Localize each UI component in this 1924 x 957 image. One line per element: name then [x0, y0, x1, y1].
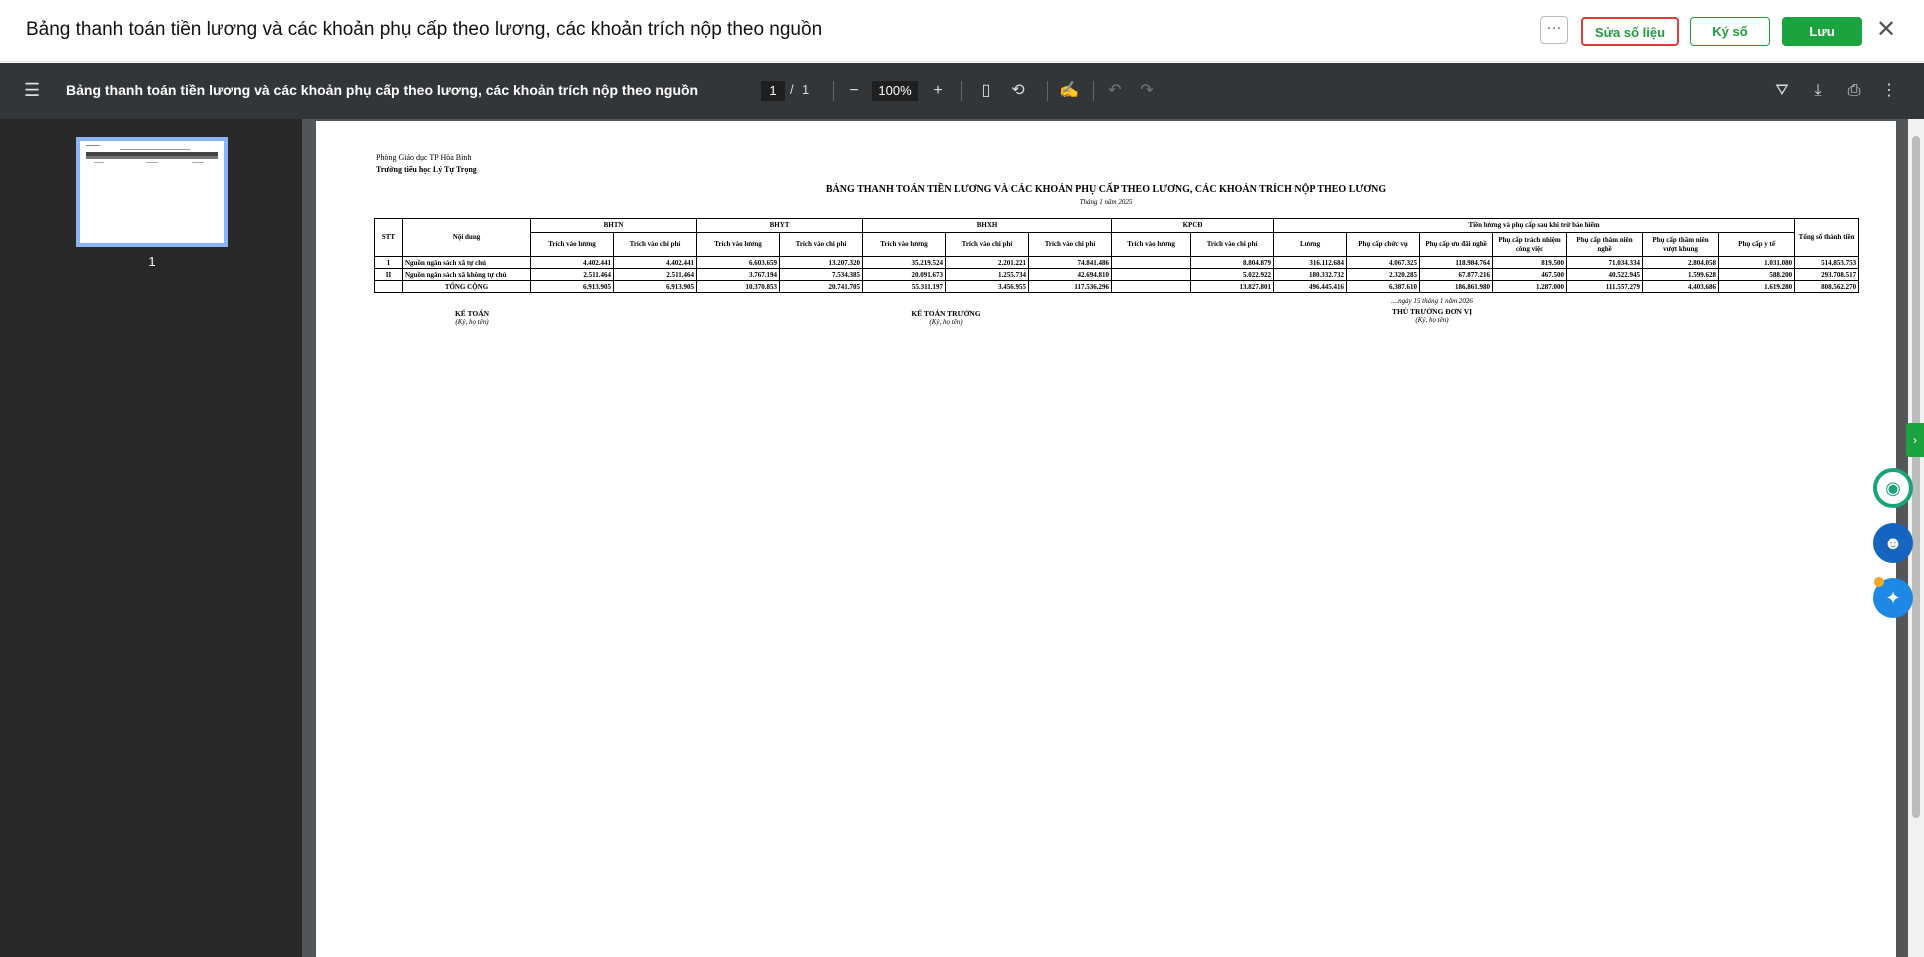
table-cell: 111.557.279 — [1567, 281, 1643, 293]
assistant-bot-icon[interactable]: ☻ — [1873, 523, 1913, 563]
row-content: Nguồn ngân sách xã tự chủ — [403, 257, 531, 269]
print-icon[interactable]: ⎙ — [1847, 82, 1861, 99]
kebab-menu-icon[interactable]: ⋮ — [1881, 82, 1897, 99]
table-cell: 4.067.325 — [1347, 257, 1420, 269]
table-cell: 74.841.486 — [1029, 257, 1112, 269]
edit-data-button[interactable]: Sửa số liệu — [1581, 17, 1679, 46]
notification-dot — [1874, 577, 1884, 587]
dialog-title: Bảng thanh toán tiền lương và các khoản phụ cấp theo lương, các khoản trích nộp theo nguồn — [26, 19, 823, 40]
signer-note: (Ký, họ tên) — [455, 318, 489, 326]
table-cell: 2.201.221 — [946, 257, 1029, 269]
table-cell: 20.091.673 — [863, 269, 946, 281]
pdf-toolbar — [0, 63, 1924, 119]
pdf-title: Bảng thanh toán tiền lương và các khoản phụ cấp theo lương, các khoản trích nộp theo nguồn — [66, 82, 699, 98]
table-cell: 588.200 — [1719, 269, 1795, 281]
toolbar-divider — [961, 81, 962, 101]
table-row — [375, 281, 1859, 293]
toolbar-divider — [833, 81, 834, 101]
table-cell — [1112, 257, 1191, 269]
subheader-cell: Phụ cấp thâm niên vượt khung — [1643, 233, 1719, 257]
table-cell: 8.804.879 — [1191, 257, 1274, 269]
page-separator: / — [790, 82, 794, 97]
redo-icon[interactable]: ↷ — [1140, 82, 1154, 99]
table-cell: 808.562.270 — [1795, 281, 1859, 293]
table-cell: 1.255.734 — [946, 269, 1029, 281]
table-cell: 13.827.801 — [1191, 281, 1274, 293]
chat-support-icon[interactable]: ◉ — [1873, 468, 1913, 508]
table-cell: 3.767.194 — [697, 269, 780, 281]
table-cell: 1.287.000 — [1493, 281, 1567, 293]
total-pages: 1 — [802, 82, 810, 97]
expand-panel-icon[interactable]: › — [1906, 423, 1924, 457]
table-cell: 1.619.280 — [1719, 281, 1795, 293]
subheader-cell: Phụ cấp trách nhiệm công việc — [1493, 233, 1567, 257]
draw-icon[interactable]: ✍ — [1059, 82, 1079, 99]
subheader-cell: Trích vào lương — [531, 233, 614, 257]
table-cell: 118.984.764 — [1420, 257, 1493, 269]
table-cell: 4.402.441 — [614, 257, 697, 269]
thumbnail-page-number: 1 — [148, 254, 156, 269]
table-cell: 1.031.080 — [1719, 257, 1795, 269]
subheader-cell: Trích vào lương — [1112, 233, 1191, 257]
document-period: Tháng 1 năm 2025 — [1079, 198, 1133, 206]
pdf-viewer[interactable] — [302, 119, 1924, 957]
digital-sign-button[interactable]: Ký số — [1690, 17, 1770, 46]
page-thumbnail[interactable] — [76, 137, 228, 247]
row-content: TỔNG CỘNG — [403, 281, 531, 293]
table-cell: 20.741.705 — [780, 281, 863, 293]
zoom-input[interactable]: 100% — [872, 81, 918, 101]
signing-date: ....ngày 15 tháng 1 năm 2026 — [1391, 297, 1473, 305]
table-cell: 117.536.296 — [1029, 281, 1112, 293]
header-bar — [0, 0, 1924, 62]
row-stt: I — [375, 257, 403, 269]
table-cell: 7.534.385 — [780, 269, 863, 281]
table-cell: 1.599.628 — [1643, 269, 1719, 281]
row-stt — [375, 281, 403, 293]
table-row — [375, 257, 1859, 269]
save-button[interactable]: Lưu — [1782, 17, 1862, 46]
payroll-table-body — [375, 257, 1859, 293]
subheader-cell: Trích vào chi phí — [614, 233, 697, 257]
organization-name: Phòng Giáo dục TP Hòa Bình — [376, 153, 472, 162]
header-content: Nội dung — [403, 219, 531, 257]
subheader-cell: Trích vào chi phí — [946, 233, 1029, 257]
table-cell: 10.370.853 — [697, 281, 780, 293]
table-cell: 819.500 — [1493, 257, 1567, 269]
save-to-drive-icon[interactable]: ⛛ — [1775, 82, 1789, 99]
header-bhtn: BHTN — [531, 219, 697, 233]
zoom-out-icon[interactable]: − — [849, 82, 859, 99]
subheader-cell: Trích vào chi phí — [1029, 233, 1112, 257]
more-options-button[interactable]: ··· — [1540, 16, 1568, 44]
subheader-cell: Phụ cấp ưu đãi nghề — [1420, 233, 1493, 257]
table-cell: 71.034.334 — [1567, 257, 1643, 269]
table-cell: 316.112.684 — [1274, 257, 1347, 269]
table-cell: 5.022.922 — [1191, 269, 1274, 281]
header-bhxh: BHXH — [863, 219, 1112, 233]
table-cell: 6.913.905 — [614, 281, 697, 293]
table-cell: 4.403.686 — [1643, 281, 1719, 293]
table-cell: 514.853.753 — [1795, 257, 1859, 269]
table-cell: 67.877.216 — [1420, 269, 1493, 281]
pdf-page — [316, 121, 1896, 957]
toolbar-divider — [1047, 81, 1048, 101]
signer-note: (Ký, họ tên) — [929, 318, 963, 326]
header-kpcd: KPCĐ — [1112, 219, 1274, 233]
table-cell: 35.219.524 — [863, 257, 946, 269]
close-icon[interactable]: ✕ — [1876, 16, 1897, 43]
signer-title: KẾ TOÁN — [454, 309, 490, 318]
table-cell: 6.603.659 — [697, 257, 780, 269]
header-bhyt: BHYT — [697, 219, 863, 233]
download-icon[interactable]: ⤓ — [1814, 82, 1822, 99]
fit-page-icon[interactable]: ▯ — [981, 82, 991, 99]
signer-note: (Ký, họ tên) — [1415, 316, 1449, 324]
table-cell: 2.511.464 — [614, 269, 697, 281]
table-cell: 6.913.905 — [531, 281, 614, 293]
subheader-cell: Phụ cấp chức vụ — [1347, 233, 1420, 257]
thumbnail-preview — [80, 141, 224, 243]
subheader-cell: Trích vào lương — [697, 233, 780, 257]
table-cell: 55.311.197 — [863, 281, 946, 293]
subheader-cell: Phụ cấp y tế — [1719, 233, 1795, 257]
scrollbar-thumb[interactable] — [1912, 136, 1920, 818]
zoom-in-icon[interactable]: + — [933, 82, 943, 99]
row-content: Nguồn ngân sách xã không tự chủ — [403, 269, 531, 281]
signer-title: KẾ TOÁN TRƯỞNG — [911, 309, 981, 318]
table-cell: 4.402.441 — [531, 257, 614, 269]
document-title: BẢNG THANH TOÁN TIỀN LƯƠNG VÀ CÁC KHOẢN PHỤ CẤP THEO LƯƠNG, CÁC KHOẢN TRÍCH NỘP THEO LƯƠNG — [825, 184, 1387, 195]
rotate-icon[interactable]: ⟲ — [1011, 82, 1025, 99]
signer-head — [1332, 307, 1532, 324]
signer-chief-accountant — [846, 309, 1046, 326]
subheader-cell: Lương — [1274, 233, 1347, 257]
signer-accountant — [372, 309, 572, 326]
subheader-cell: Trích vào lương — [863, 233, 946, 257]
table-cell: 2.804.058 — [1643, 257, 1719, 269]
signer-title: THỦ TRƯỞNG ĐƠN VỊ — [1391, 307, 1473, 316]
table-cell: 40.522.945 — [1567, 269, 1643, 281]
school-name: Trường tiểu học Lý Tự Trọng — [376, 165, 477, 174]
header-stt: STT — [375, 219, 403, 257]
community-icon[interactable]: ✦ — [1873, 578, 1913, 618]
subheader-cell: Trích vào chi phí — [1191, 233, 1274, 257]
table-cell: 13.207.320 — [780, 257, 863, 269]
table-cell: 467.500 — [1493, 269, 1567, 281]
table-cell — [1112, 281, 1191, 293]
table-cell — [1112, 269, 1191, 281]
table-cell: 293.708.517 — [1795, 269, 1859, 281]
current-page-input[interactable]: 1 — [761, 81, 785, 101]
undo-icon[interactable]: ↶ — [1108, 82, 1122, 99]
header-salary-group: Tiền lương và phụ cấp sau khi trừ bảo hiểm — [1274, 219, 1795, 233]
header-total: Tổng số thành tiền — [1795, 219, 1859, 257]
table-cell: 3.456.955 — [946, 281, 1029, 293]
table-cell: 2.320.285 — [1347, 269, 1420, 281]
table-cell: 6.387.610 — [1347, 281, 1420, 293]
subheader-row — [375, 233, 1859, 257]
table-cell: 42.694.810 — [1029, 269, 1112, 281]
payroll-table — [374, 218, 1859, 293]
table-cell: 186.861.980 — [1420, 281, 1493, 293]
toolbar-divider — [1093, 81, 1094, 101]
table-cell: 180.332.732 — [1274, 269, 1347, 281]
table-cell: 2.511.464 — [531, 269, 614, 281]
subheader-cell: Phụ cấp thâm niên nghề — [1567, 233, 1643, 257]
row-stt: II — [375, 269, 403, 281]
menu-icon[interactable]: ☰ — [24, 80, 41, 100]
table-row — [375, 269, 1859, 281]
subheader-cell: Trích vào chi phí — [780, 233, 863, 257]
table-cell: 496.445.416 — [1274, 281, 1347, 293]
